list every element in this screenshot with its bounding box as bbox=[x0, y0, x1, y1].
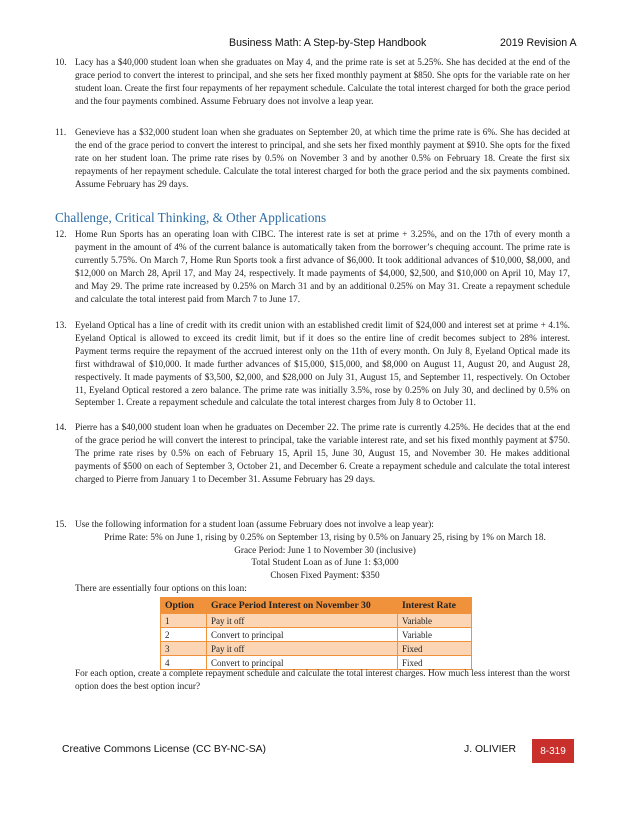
cell-grace-interest: Pay it off bbox=[207, 642, 398, 656]
problem-number: 10. bbox=[55, 58, 67, 68]
options-table bbox=[160, 597, 472, 670]
problem-text: Home Run Sports has an operating loan with CIBC. The interest rate is set at prime + 3.25%, and on the 17th of every month a payment in the amount of 4% of the current balance is automatically taken from the borrower’s chequing account. The prime rate is currently 5.75%. On March 7, Home Run Sports took a first advance of $6,000. It took additional advances of $10,000, $8,000, and $12,000 on March 28, April 17, and May 24, respectively. It made payments of $4,000, $2,500, and $10,000 on April 10, May 17, and May 29. The prime rate increased by 0.25% on March 31 and by an additional 0.25% on May 31. Create a repayment schedule and calculate the total interest paid from March 7 to June 17. bbox=[75, 230, 570, 305]
problem-text: Eyeland Optical has a line of credit with its credit union with an established credit limit of $24,000 and interest set at prime + 4.1%. Eyeland Optical is allowed to exceed its credit limit, but if it does so the entire line of credit becomes subject to 28% interest. Payment terms require the repayment of the accrued interest only on the 11th of every month. On July 8, Eyeland Optical made its first withdrawal of $10,000. It made further advances of $15,000, $15,000, and $8,000 on August 11, August 20, and August 28, respectively. It made payments of $3,500, $2,000, and $28,000 on July 31, August 15, and September 11, respectively. On October 11, Eyeland Optical restored a zero balance. The prime rate was initially 3.5%, rose by 0.25% on July 30, and declined by 0.5% on September 1. Create a repayment schedule and calculate the total interest charges from July 8 to October 11. bbox=[75, 321, 570, 409]
cell-interest-rate: Variable bbox=[398, 614, 472, 628]
problem-15-closing bbox=[55, 668, 570, 694]
cell-option: 2 bbox=[161, 628, 207, 642]
page-header bbox=[0, 37, 630, 53]
cell-option: 3 bbox=[161, 642, 207, 656]
page-number-badge: 8-319 bbox=[532, 739, 574, 763]
cell-option: 4 bbox=[161, 656, 207, 670]
author-label: J. OLIVIER bbox=[464, 744, 516, 755]
cell-interest-rate: Variable bbox=[398, 628, 472, 642]
problem-13 bbox=[55, 320, 570, 410]
cell-interest-rate: Fixed bbox=[398, 642, 472, 656]
problem-number: 13. bbox=[55, 321, 67, 331]
options-intro-text: There are essentially four options on this loan: bbox=[75, 584, 247, 594]
cell-interest-rate: Fixed bbox=[398, 656, 472, 670]
problem-number: 14. bbox=[55, 423, 67, 433]
cell-grace-interest: Convert to principal bbox=[207, 656, 398, 670]
problem-text: Lacy has a $40,000 student loan when she graduates on May 4, and the prime rate is set at 5.25%. She has decided at the end of the grace period to convert the interest to principal, and she sets her fixed monthly payment at $850. She opts for the variable rate on her student loan. Create the first four repayments of her repayment schedule. Calculate the total interest charged for both the grace period and the four payments combined. Assume February does not involve a leap year. bbox=[75, 58, 570, 107]
loan-info-fixed-payment: Chosen Fixed Payment: $350 bbox=[270, 571, 380, 581]
loan-info-grace-period: Grace Period: June 1 to November 30 (inclusive) bbox=[234, 546, 416, 556]
loan-info-total-loan: Total Student Loan as of June 1: $3,000 bbox=[251, 558, 399, 568]
problem-14 bbox=[55, 422, 570, 487]
options-intro bbox=[55, 583, 570, 596]
column-header-interest-rate: Interest Rate bbox=[398, 598, 472, 614]
book-title: Business Math: A Step-by-Step Handbook bbox=[229, 37, 427, 49]
problem-15-intro bbox=[55, 519, 570, 532]
problem-number: 12. bbox=[55, 230, 67, 240]
problem-10 bbox=[55, 57, 570, 109]
table-row bbox=[161, 628, 472, 642]
problem-number: 15. bbox=[55, 520, 67, 530]
cell-grace-interest: Pay it off bbox=[207, 614, 398, 628]
problem-text: Genevieve has a $32,000 student loan when she graduates on September 20, at which time the prime rate is 6%. She has decided at the end of the grace period to convert the interest to principal, and she sets her fixed monthly payment at $910. She opts for the fixed rate on her student loan. The prime rate rises by 0.5% on November 3 and by another 0.5% on February 18. Create the first six repayments of her repayment schedule. Calculate the total interest charged for both the grace period and the six payments combined. Assume February has 29 days. bbox=[75, 128, 570, 190]
section-title: Challenge, Critical Thinking, & Other Applications bbox=[55, 210, 327, 225]
license-label: Creative Commons License (CC BY-NC-SA) bbox=[62, 744, 267, 755]
table-header-row bbox=[161, 598, 472, 614]
column-header-grace-interest: Grace Period Interest on November 30 bbox=[207, 598, 398, 614]
problem-text: For each option, create a complete repayment schedule and calculate the total interest charges. How much less interest than the worst option does the best option incur? bbox=[75, 669, 570, 692]
revision-label: 2019 Revision A bbox=[500, 37, 577, 49]
table-row bbox=[161, 614, 472, 628]
cell-grace-interest: Convert to principal bbox=[207, 628, 398, 642]
column-header-option: Option bbox=[161, 598, 207, 614]
loan-info-prime-rate: Prime Rate: 5% on June 1, rising by 0.25% on September 13, rising by 0.5% on January 25, rising by 1% on March 18. bbox=[104, 533, 546, 543]
problem-number: 11. bbox=[55, 128, 67, 138]
table-row bbox=[161, 642, 472, 656]
problem-text: Pierre has a $40,000 student loan when he graduates on December 22. The prime rate is currently 4.25%. He decides that at the end of the grace period he will convert the interest to principal, take the variable interest rate, and set his fixed monthly payment at $750. The prime rate rises by 0.5% on each of February 15, April 15, June 30, August 15, and November 30. He makes additional payments of $500 on each of September 3, October 21, and December 6. Create a repayment schedule and calculate the total interest charged to Pierre from January 1 to December 31. Assume February has 29 days. bbox=[75, 423, 570, 485]
problem-text: Use the following information for a student loan (assume February does not involve a leap year): bbox=[75, 520, 434, 530]
cell-option: 1 bbox=[161, 614, 207, 628]
problem-11 bbox=[55, 127, 570, 192]
problem-12 bbox=[55, 229, 570, 306]
